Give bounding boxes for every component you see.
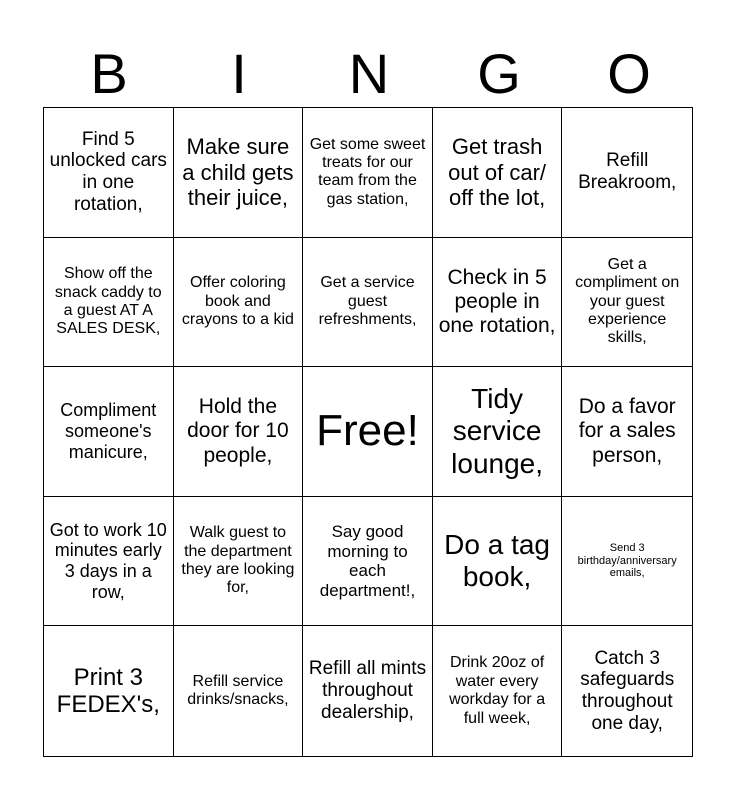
- cell-text: Send 3 birthday/anniversary emails,: [577, 542, 677, 580]
- bingo-cell[interactable]: [562, 108, 692, 238]
- bingo-cell[interactable]: [174, 367, 304, 497]
- cell-text: Get trash out of car/ off the lot,: [448, 134, 547, 210]
- header-letter-o: O: [607, 42, 651, 105]
- header-letter-i: I: [231, 42, 247, 105]
- cell-text: Free!: [316, 406, 419, 456]
- bingo-cell[interactable]: [44, 108, 174, 238]
- cell-text: Print 3 FEDEX's,: [56, 663, 160, 719]
- cell-text: Offer coloring book and crayons to a kid: [181, 274, 294, 329]
- cell-text: Get a compliment on your guest experience skills,: [575, 255, 680, 347]
- cell-text: Do a tag book,: [444, 528, 551, 593]
- bingo-cell[interactable]: [174, 626, 304, 756]
- cell-text: Get some sweet treats for our team from the gas station,: [309, 135, 426, 208]
- bingo-cell[interactable]: [433, 108, 563, 238]
- cell-text: Refill Breakroom,: [578, 150, 677, 194]
- bingo-cell[interactable]: [562, 497, 692, 627]
- cell-text: Refill all mints throughout dealership,: [308, 658, 427, 724]
- cell-text: Get a service guest refreshments,: [318, 274, 417, 329]
- bingo-cell[interactable]: [433, 367, 563, 497]
- bingo-cell[interactable]: [433, 497, 563, 627]
- bingo-cell[interactable]: [44, 367, 174, 497]
- header-letter-n: N: [348, 42, 390, 105]
- free-space-cell[interactable]: [303, 367, 433, 497]
- bingo-cell[interactable]: [174, 108, 304, 238]
- cell-text: Compliment someone's manicure,: [60, 400, 157, 462]
- bingo-header: [44, 40, 694, 108]
- bingo-cell[interactable]: [562, 238, 692, 368]
- cell-text: Show off the snack caddy to a guest AT A SALES DESK,: [54, 265, 162, 338]
- cell-text: Check in 5 people in one rotation,: [438, 265, 556, 337]
- bingo-cell[interactable]: [303, 238, 433, 368]
- header-letter-g: G: [477, 42, 521, 105]
- cell-text: Make sure a child gets their juice,: [182, 134, 294, 210]
- cell-text: Hold the door for 10 people,: [187, 395, 289, 467]
- bingo-cell[interactable]: [44, 626, 174, 756]
- header-letter-b: B: [90, 42, 128, 105]
- cell-text: Find 5 unlocked cars in one rotation,: [49, 128, 167, 216]
- bingo-cell[interactable]: [303, 626, 433, 756]
- cell-text: Catch 3 safeguards throughout one day,: [580, 647, 675, 735]
- bingo-cell[interactable]: [562, 626, 692, 756]
- cell-text: Say good morning to each department!,: [319, 522, 416, 600]
- bingo-cell[interactable]: [303, 497, 433, 627]
- bingo-cell[interactable]: [433, 238, 563, 368]
- bingo-cell[interactable]: [174, 238, 304, 368]
- cell-text: Got to work 10 minutes early 3 days in a row,: [49, 519, 167, 602]
- cell-text: Tidy service lounge,: [451, 383, 544, 479]
- bingo-cell[interactable]: [44, 238, 174, 368]
- bingo-cell[interactable]: [562, 367, 692, 497]
- bingo-board: [43, 107, 693, 757]
- bingo-cell[interactable]: [174, 497, 304, 627]
- cell-text: Walk guest to the department they are looking for,: [181, 524, 295, 597]
- bingo-cell[interactable]: [44, 497, 174, 627]
- bingo-cell[interactable]: [303, 108, 433, 238]
- cell-text: Drink 20oz of water every workday for a full week,: [449, 654, 546, 727]
- cell-text: Do a favor for a sales person,: [578, 395, 676, 467]
- cell-text: Refill service drinks/snacks,: [187, 672, 289, 709]
- bingo-cell[interactable]: [433, 626, 563, 756]
